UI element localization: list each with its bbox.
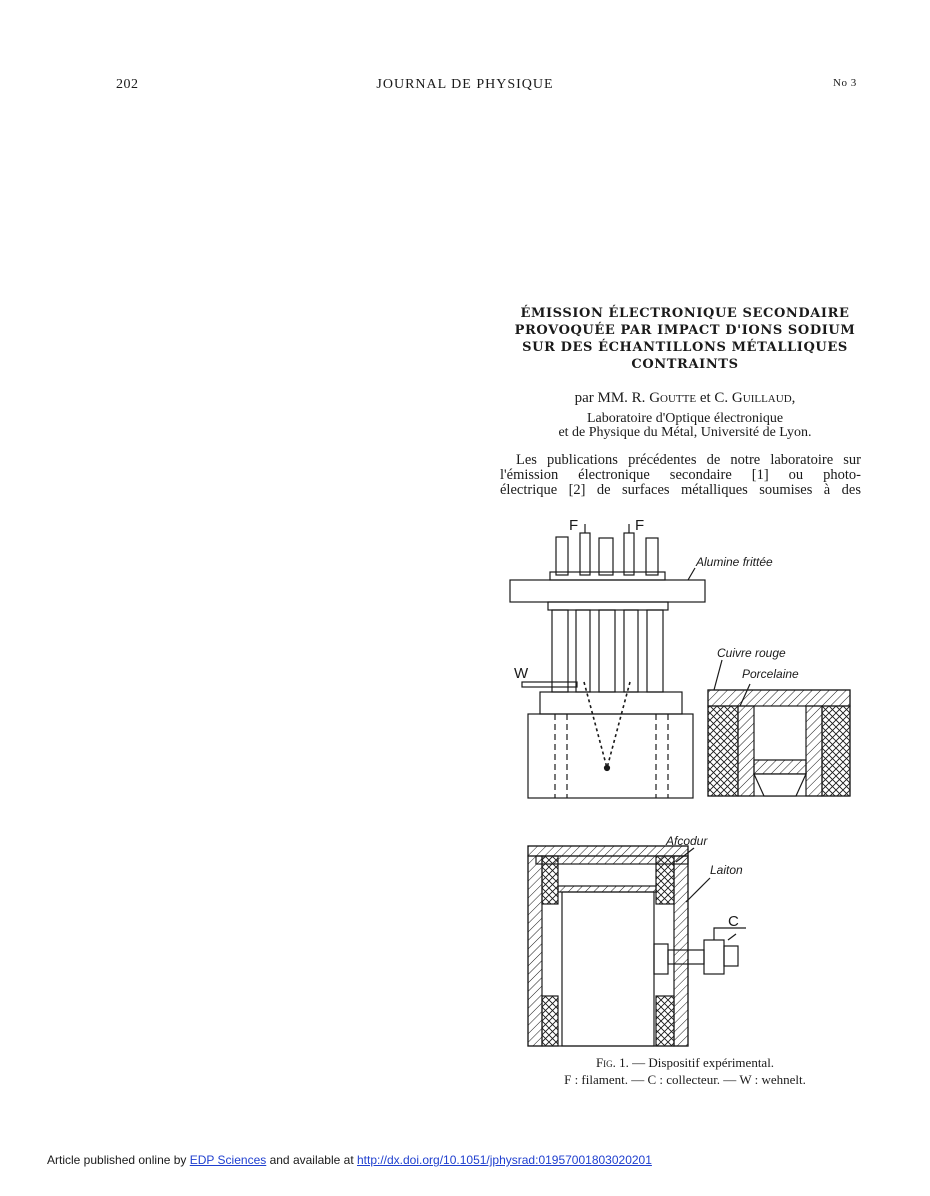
authors-line bbox=[500, 390, 870, 407]
title-line: ÉMISSION ÉLECTRONIQUE SECONDAIRE bbox=[520, 306, 850, 321]
feedthrough-pins bbox=[550, 524, 665, 580]
edp-sciences-link[interactable]: EDP Sciences bbox=[189, 1153, 267, 1167]
label-afcodur: Afcodur bbox=[666, 834, 708, 848]
label-F-left: F bbox=[569, 517, 579, 534]
affiliation-line-2: et de Physique du Métal, Université de Lyon. bbox=[558, 425, 812, 440]
label-cuivre-rouge: Cuivre rouge bbox=[717, 646, 786, 660]
affiliation-line-1: Laboratoire d'Optique électronique bbox=[586, 411, 784, 426]
body-line: électrique [2] de surfaces métalliques soumises à des bbox=[500, 482, 861, 498]
title-line: PROVOQUÉE PAR IMPACT D'IONS SODIUM bbox=[514, 323, 856, 338]
alumina-plate bbox=[510, 580, 705, 602]
figure-legend: F : filament. — C : collecteur. — W : wehnelt. bbox=[564, 1072, 806, 1087]
footer-prefix: Article published online by bbox=[47, 1153, 190, 1167]
body-line: Les publications précédentes de notre laboratoire sur bbox=[516, 452, 861, 468]
page-number: 202 bbox=[116, 77, 139, 92]
title-line: SUR DES ÉCHANTILLONS MÉTALLIQUES bbox=[522, 340, 848, 355]
figure-apparatus bbox=[500, 510, 870, 1055]
label-porcelaine: Porcelaine bbox=[742, 667, 799, 681]
footer-middle: and available at bbox=[266, 1153, 357, 1167]
apparatus-drawing bbox=[500, 510, 870, 1050]
issue-number: No 3 bbox=[833, 77, 857, 89]
caption-title: — Dispositif expérimental. bbox=[628, 1055, 775, 1070]
authors-prefix: par MM. R. bbox=[574, 390, 650, 406]
body-paragraph bbox=[500, 453, 861, 498]
author-guillaud: Guillaud bbox=[731, 390, 792, 406]
authors-suffix: , bbox=[791, 390, 796, 406]
label-F-right: F bbox=[635, 517, 645, 534]
figure-caption bbox=[500, 1055, 870, 1071]
journal-title: JOURNAL DE PHYSIQUE bbox=[376, 77, 554, 92]
body-line: l'émission électronique secondaire [1] ou photo- bbox=[500, 467, 861, 483]
support-rods bbox=[548, 602, 668, 692]
publication-footer bbox=[47, 1153, 652, 1167]
label-alumine: Alumine frittée bbox=[696, 555, 773, 569]
wehnelt-arm bbox=[522, 682, 577, 687]
caption-fig-number: Fig. 1. bbox=[595, 1055, 629, 1070]
label-laiton: Laiton bbox=[710, 863, 743, 877]
authors-mid: et C. bbox=[696, 390, 732, 406]
doi-link[interactable]: http://dx.doi.org/10.1051/jphysrad:01957001803020201 bbox=[356, 1153, 652, 1167]
label-W: W bbox=[514, 665, 529, 682]
article-title bbox=[500, 305, 870, 373]
title-line: CONTRAINTS bbox=[631, 357, 739, 372]
author-goutte: Goutte bbox=[649, 390, 697, 406]
label-C: C bbox=[728, 913, 739, 930]
